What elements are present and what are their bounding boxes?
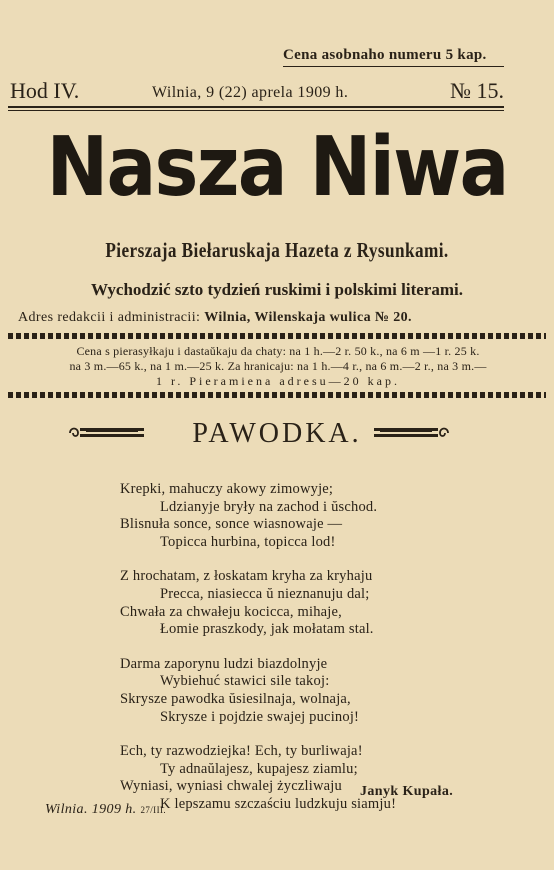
poem-line: Precca, niasiecca ŭ nieznanuju dal; bbox=[160, 585, 370, 602]
address-value: Wilnia, Wilenskaja wulica № 20. bbox=[204, 310, 412, 325]
poem-line: Darma zaporynu ludzi biazdolnyje bbox=[120, 655, 328, 672]
poem-line: Topicca hurbina, topicca lod! bbox=[160, 533, 336, 550]
poem-line: Skrysze i pojdzie swajej pucinoj! bbox=[160, 708, 360, 725]
editorial-address bbox=[18, 310, 412, 326]
masthead-subtitle: Pierszaja Biełaruskaja Hazeta z Rysunkami. bbox=[105, 238, 449, 262]
address-prefix: Adres redakcii i administracii: bbox=[18, 310, 201, 325]
ornament-right-icon bbox=[372, 424, 450, 442]
poem-line: Blisnuła sonce, sonce wiasnowaje — bbox=[120, 516, 343, 533]
poem-line: K lepszamu szczaściu ludzkuju siamju! bbox=[160, 795, 397, 812]
poem-line: Łomie praszkody, jak mołatam stal. bbox=[160, 621, 374, 638]
issue-info-row bbox=[10, 78, 504, 106]
poem-stanza bbox=[120, 568, 530, 638]
poem-line: Skrysze pawodka ŭsiesilnaja, wolnaja, bbox=[120, 690, 351, 707]
signoff-place: Wilnia. 1909 h. bbox=[45, 802, 137, 817]
poem-stanza bbox=[120, 743, 530, 813]
poem-line: Chwała za chwałeju kocicca, mihaje, bbox=[120, 603, 342, 620]
header-rule-thin bbox=[8, 110, 504, 111]
poem-signoff bbox=[45, 802, 166, 818]
poem-line: Krepki, mahuczy akowy zimowyje; bbox=[120, 481, 334, 497]
poem-line: Wybiehuć stawici sile takoj: bbox=[160, 673, 330, 690]
subscription-line-3: 1 r. Pieramiena adresu—20 kap. bbox=[156, 374, 400, 388]
publishing-note: Wychodzić szto tydzień ruskimi i polskimi literami. bbox=[91, 280, 463, 299]
divider-wave-top bbox=[8, 333, 546, 339]
poem-line: Ech, ty razwodziejka! Ech, ty burliwaja! bbox=[120, 743, 363, 760]
signoff-date: 27/III. bbox=[140, 805, 167, 815]
poem-stanza bbox=[120, 656, 530, 726]
poem-body bbox=[120, 481, 530, 831]
article-title: PAWODKA. bbox=[192, 418, 362, 449]
top-rule bbox=[283, 66, 504, 67]
poem-line: Ty adnaŭlajesz, kupajesz ziamlu; bbox=[160, 760, 358, 777]
issue-date: Wilnia, 9 (22) aprela 1909 h. bbox=[152, 84, 349, 101]
subscription-prices bbox=[8, 344, 548, 389]
issue-year: Hod IV. bbox=[10, 78, 80, 103]
issue-number: № 15. bbox=[450, 78, 504, 103]
poem-line: Wyniasi, wyniasi chwalej życzliwaju bbox=[120, 778, 342, 795]
poem-line: Z hrochatam, z łoskatam kryha za kryhaju bbox=[120, 568, 373, 585]
poem-author: Janyk Kupała. bbox=[360, 784, 454, 799]
single-issue-price: Cena asobnaho numeru 5 kap. bbox=[283, 47, 487, 63]
divider-wave-bottom bbox=[8, 392, 546, 398]
header-rule-thick bbox=[8, 106, 504, 108]
masthead-title: Nasza Niwa bbox=[46, 120, 508, 215]
subscription-line-1: Cena s pierasyłkaju i dastaŭkaju da chaty: na 1 h.—2 r. 50 k., na 6 m —1 r. 25 k. bbox=[76, 344, 480, 358]
poem-stanza bbox=[120, 481, 530, 551]
subscription-line-2: na 3 m.—65 k., na 1 m.—25 k. Za hranicaju: na 1 h.—4 r., na 6 m.—2 r., na 3 m.— bbox=[69, 359, 487, 373]
poem-line: Ldzianyje bryły na zachod i ŭschod. bbox=[160, 498, 378, 515]
